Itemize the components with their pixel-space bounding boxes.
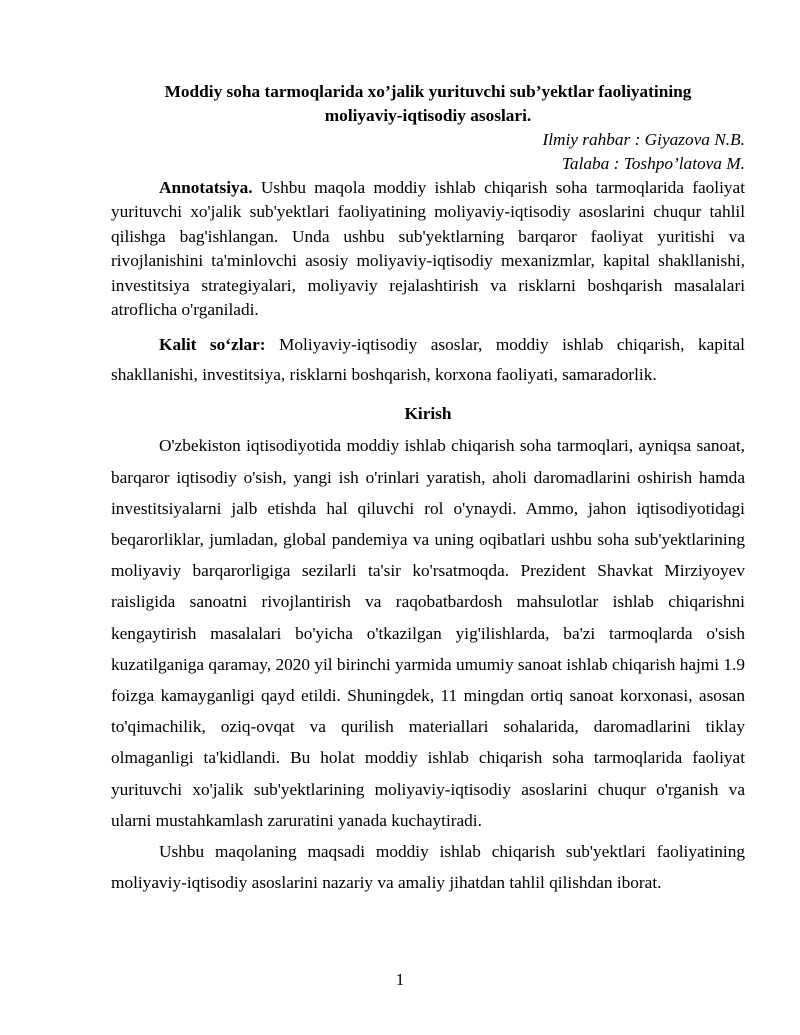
section-heading: Kirish [404, 404, 452, 424]
abstract-paragraph [111, 176, 745, 322]
title-line-1: Moddiy soha tarmoqlarida xo’jalik yurituvchi sub’yektlar faoliyatining [164, 82, 692, 101]
abstract-label: Annotatsiya. [159, 178, 253, 197]
page-number: 1 [395, 970, 405, 989]
body-paragraph-2: Ushbu maqolaning maqsadi moddiy ishlab chiqarish sub'yektlari faoliyatining moliyaviy-iqtisodiy asoslarini nazariy va amaliy jihatdan tahlil qilishdan iborat. [111, 842, 745, 893]
body-paragraph-1: O'zbekiston iqtisodiyotida moddiy ishlab chiqarish soha tarmoqlari, ayniqsa sanoat, barqaror iqtisodiy o'sish, yangi ish o'rinlari yaratish, aholi daromadlarini oshirish hamda investitsiyalarni jalb etishda hal qiluvchi rol o'ynaydi. Ammo, jahon iqtisodiyotidagi beqarorliklar, jumladan, global pandemiya va uning oqibatlari ushbu soha sub'yektlarining moliyaviy barqarorligiga sezilarli ta'sir ko'rsatmoqda. Prezident Shavkat Mirziyoyev raisligida sanoatni rivojlantirish va raqobatbardosh mahsulotlar ishlab chiqarishni kengaytirish masalalari bo'yicha o'tkazilgan yig'ilishlarda, ba'zi tarmoqlarda o'sish kuzatilganiga qaramay, 2020 yil birinchi yarmida umumiy sanoat ishlab chiqarish hajmi 1.9 foizga kamayganligi qayd etildi. Shuningdek, 11 mingdan ortiq sanoat korxonasi, asosan to'qimachilik, oziq-ovqat va qurilish materiallari sohalarida, daromadlarini tiklay olmaganligi ta'kidlandi. Bu holat moddiy ishlab chiqarish soha tarmoqlarida faoliyat yurituvchi xo'jalik sub'yektlarining moliyaviy-iqtisodiy asoslarini chuqur o'rganish va ularni mustahkamlash zaruratini yanada kuchaytiradi. [111, 436, 745, 830]
document-title [111, 80, 745, 128]
document-page [111, 80, 745, 898]
keywords-text: Moliyaviy-iqtisodiy asoslar, moddiy ishlab chiqarish, kapital shakllanishi, investitsiya, risklarni boshqarish, korxona faoliyati, samaradorlik. [111, 335, 745, 385]
abstract-text: Ushbu maqola moddiy ishlab chiqarish soha tarmoqlarida faoliyat yurituvchi xo'jalik sub'yektlari faoliyatining moliyaviy-iqtisodiy asoslarini chuqur tahlil qilishga bag'ishlangan. Unda ushbu sub'yektlarning barqaror faoliyat yuritishi va rivojlanishini ta'minlovchi asosiy moliyaviy-iqtisodiy mexanizmlar, kapital shakllanishi, investitsiya strategiyalari, moliyaviy rejalashtirish va risklarni boshqarish masalalari atroflicha o'rganiladi. [111, 178, 745, 320]
keywords-paragraph [111, 330, 745, 390]
supervisor-line: Ilmiy rahbar : Giyazova N.B. [542, 130, 745, 149]
student-line: Talaba : Toshpo’latova M. [561, 154, 745, 173]
keywords-label: Kalit so‘zlar: [159, 335, 266, 355]
title-line-2: moliyaviy-iqtisodiy asoslari. [324, 106, 532, 125]
